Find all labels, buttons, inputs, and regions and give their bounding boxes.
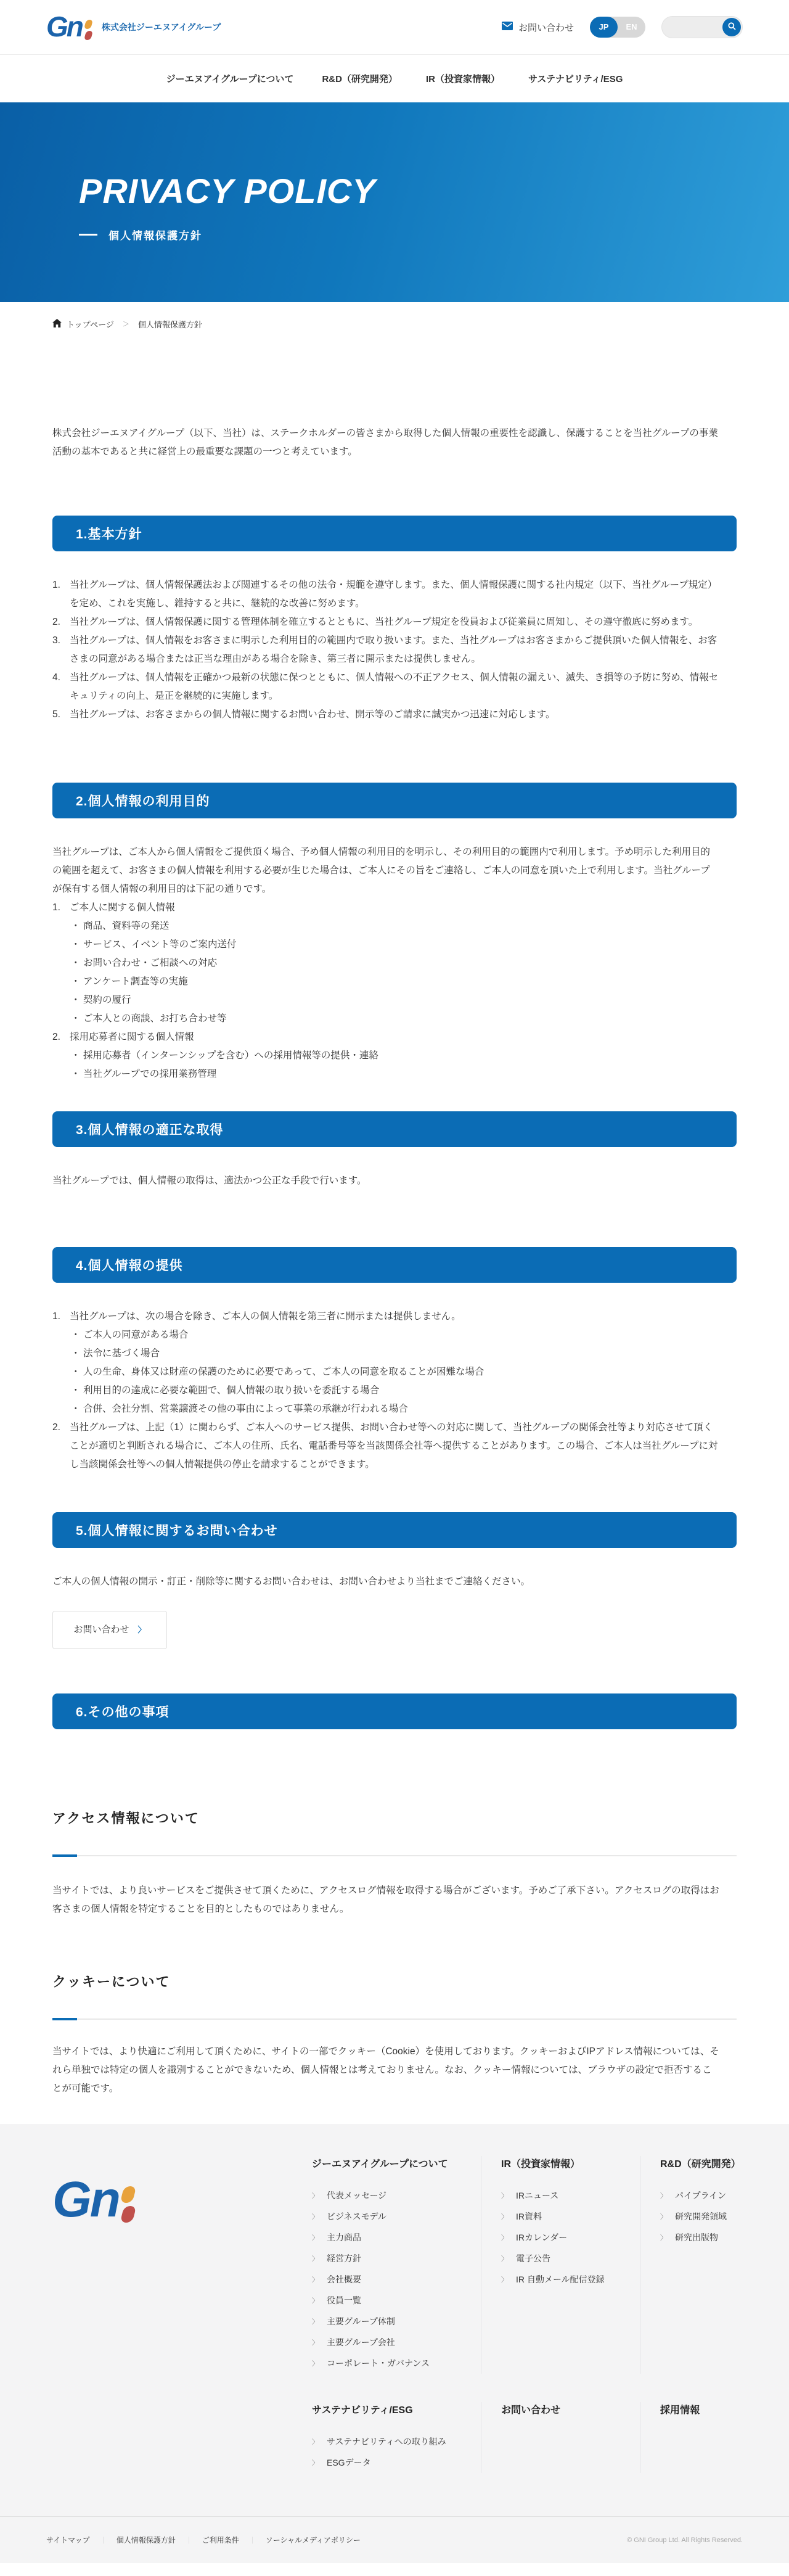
chevron-right-icon: 〉 — [312, 2339, 319, 2347]
breadcrumb-current: 個人情報保護方針 — [137, 319, 202, 329]
section-3-text: 当社グループでは、個人情報の取得は、適法かつ公正な手段で行います。 — [52, 1175, 367, 1186]
footer-main — [52, 2124, 741, 2516]
bullet-marker: ・ — [71, 1404, 81, 1414]
breadcrumb-home-label: トップページ — [67, 319, 114, 329]
list-item — [52, 669, 719, 706]
bullet-item — [71, 917, 719, 936]
section-2-heading — [52, 783, 737, 818]
site-header — [0, 0, 789, 102]
bullet-marker: ・ — [71, 958, 81, 968]
intro-paragraph: 株式会社ジーエヌアイグループ（以下、当社）は、ステークホルダーの皆さまから取得した個人情報の重要性を認識し、保護することを当社グループの事業活動の基本であると共に経営上の最重要な課題の一つと考えています。 — [52, 428, 718, 457]
bullet-text: 利用目的の達成に必要な範囲で、個人情報の取り扱いを委託する場合 — [83, 1385, 380, 1396]
bullet-item — [71, 1400, 719, 1418]
language-toggle[interactable] — [590, 17, 645, 38]
access-info-heading: アクセス情報について — [52, 1811, 200, 1826]
list-item — [52, 576, 719, 613]
section-underline — [52, 1854, 737, 1857]
bullet-text: アンケート調査等の実施 — [83, 976, 188, 987]
section-6-heading — [52, 1693, 737, 1729]
section-3-heading — [52, 1111, 737, 1147]
header-contact-label: お問い合わせ — [518, 22, 574, 33]
brand-logo-link[interactable] — [46, 10, 221, 43]
list-marker: 1. — [52, 580, 60, 590]
footer-link[interactable] — [660, 2185, 737, 2206]
bullet-item — [71, 991, 719, 1010]
footer-link[interactable] — [312, 2269, 481, 2290]
home-icon — [52, 319, 62, 329]
bullet-item — [71, 1363, 719, 1381]
list-text: 採用応募者に関する個人情報 — [70, 1032, 194, 1042]
main-content — [52, 424, 737, 2098]
chevron-right-icon: 〉 — [137, 1625, 146, 1634]
footer-link[interactable] — [660, 2227, 737, 2248]
footer-link-label: 主要グループ会社 — [327, 2337, 395, 2347]
footer-link-label: 役員一覧 — [327, 2295, 361, 2305]
header-contact-link[interactable] — [502, 21, 574, 34]
section-6-title: 6.その他の事項 — [76, 1705, 170, 1719]
chevron-right-icon: 〉 — [312, 2276, 319, 2284]
bullet-text: 採用応募者（インターンシップを含む）への採用情報等の提供・連絡 — [83, 1050, 378, 1061]
footer-link[interactable] — [312, 2431, 481, 2452]
footer-link-label: ESGデータ — [327, 2458, 371, 2467]
footer-link-label: 研究出版物 — [675, 2232, 718, 2242]
footer-link-label: 電子公告 — [516, 2253, 550, 2263]
chevron-right-icon: 〉 — [312, 2234, 319, 2242]
main-nav — [0, 54, 789, 102]
bullet-item — [71, 1326, 719, 1344]
list-item — [52, 613, 719, 632]
lang-jp-button[interactable]: JP — [590, 17, 618, 38]
bullet-item — [71, 954, 719, 973]
footer-link[interactable] — [312, 2353, 481, 2374]
header-utilities — [502, 16, 743, 38]
chevron-right-icon: 〉 — [501, 2234, 508, 2242]
bullet-marker: ・ — [71, 1069, 81, 1079]
nav-item-sustainability[interactable]: サステナビリティ/ESG — [528, 74, 623, 84]
nav-item-ir[interactable]: IR（投資家情報） — [425, 74, 500, 84]
footer-column-recruit — [640, 2402, 737, 2473]
list-text: 当社グループは、個人情報保護に関する管理体制を確立するとともに、当社グループ規定を役員および従業員に周知し、その遵守徹底に努めます。 — [70, 617, 698, 627]
footer-link-label: コーポレート・ガバナンス — [327, 2358, 430, 2368]
section-5-body — [52, 1573, 737, 1649]
footer-column-title: サステナビリティ/ESG — [312, 2405, 413, 2416]
list-text: 当社グループは、上記（1）に関わらず、ご本人へのサービス提供、お問い合わせ等への対応に関して、当社グループの関係会社等より対応させて頂くことが適切と判断される場合に、ご本人の住所、氏名、電話番号等を当該関係会社等へ提供することがあります。この場合、ご本人は当社グループに対し当該関係会社等への個人情報提供の停止を請求することができます。 — [70, 1422, 718, 1470]
gni-logo-letters: Gn — [46, 10, 82, 43]
bullet-marker: ・ — [71, 1367, 81, 1377]
bullet-item — [71, 1065, 719, 1084]
list-text: 当社グループは、次の場合を除き、ご本人の個人情報を第三者に開示または提供しません。 — [70, 1311, 461, 1322]
section-5-heading — [52, 1512, 737, 1548]
footer-link-label: 主要グループ体制 — [327, 2316, 395, 2326]
bullet-item — [71, 1047, 719, 1065]
search-button[interactable] — [722, 18, 741, 36]
footer-link[interactable] — [312, 2452, 481, 2473]
list-text: 当社グループは、個人情報を正確かつ最新の状態に保つとともに、個人情報への不正アクセス、個人情報の漏えい、滅失、き損等の予防に努め、情報セキュリティの向上、是正を継続的に実施します。 — [70, 672, 719, 701]
chevron-right-icon: 〉 — [312, 2438, 319, 2446]
list-text: 当社グループは、個人情報保護法および関連するその他の法令・規範を遵守します。また、個人情報保護に関する社内規定（以下、当社グループ規定）を定め、これを実施し、維持すると共に、継続的な改善に努めます。 — [70, 580, 717, 609]
footer-column-ir — [481, 2156, 640, 2374]
footer-link-label: IRカレンダー — [516, 2232, 568, 2242]
search-icon — [728, 22, 736, 32]
section-4-title: 4.個人情報の提供 — [76, 1259, 183, 1273]
list-text: 当社グループは、個人情報をお客さまに明示した利用目的の範囲内で取り扱います。また、当社グループはお客さまからご提供頂いた個人情報を、お客さまの同意がある場合または正当な理由がある場合を除き、第三者に開示または提供しません。 — [70, 635, 717, 664]
divider: ｜ — [248, 2537, 256, 2545]
list-marker: 2. — [52, 617, 60, 627]
footer-link[interactable] — [501, 2269, 640, 2290]
section-1-body — [52, 576, 737, 724]
list-item — [52, 899, 719, 917]
list-marker: 4. — [52, 672, 60, 683]
contact-button[interactable] — [52, 1611, 167, 1649]
breadcrumb-home-link[interactable] — [52, 318, 114, 330]
chevron-right-icon: 〉 — [660, 2213, 667, 2221]
divider: ｜ — [185, 2537, 192, 2545]
bullet-item — [71, 1344, 719, 1363]
nav-item-about[interactable]: ジーエヌアイグループについて — [166, 74, 294, 84]
mail-icon — [502, 22, 513, 33]
bullet-text: ご本人との商談、お打ち合わせ等 — [83, 1013, 227, 1024]
footer-link[interactable] — [312, 2185, 481, 2206]
footer-logo-link[interactable] — [52, 2171, 134, 2228]
section-2-title: 2.個人情報の利用目的 — [76, 794, 210, 809]
chevron-right-icon: 〉 — [501, 2192, 508, 2200]
page-title: PRIVACY POLICY — [79, 171, 376, 210]
bottom-link-terms[interactable]: ご利用条件 — [202, 2536, 239, 2545]
footer-link-label: 経営方針 — [327, 2253, 361, 2263]
chevron-right-icon: 〉 — [660, 2234, 667, 2242]
gni-logo — [46, 10, 92, 43]
bullet-text: 合併、会社分割、営業譲渡その他の事由によって事業の承継が行われる場合 — [83, 1404, 409, 1414]
header-top — [0, 0, 789, 54]
bullet-text: 人の生命、身体又は財産の保護のために必要であって、ご本人の同意を取ることが困難な場合 — [83, 1367, 484, 1377]
bullet-marker: ・ — [71, 1330, 81, 1340]
list-item — [52, 1418, 719, 1474]
bullet-text: 当社グループでの採用業務管理 — [83, 1069, 217, 1079]
footer-link[interactable] — [312, 2206, 481, 2227]
gni-logo-colon-icon — [85, 20, 92, 40]
footer-column-title: お問い合わせ — [501, 2405, 561, 2416]
list-text: 当社グループは、お客さまからの個人情報に関するお問い合わせ、開示等のご請求に誠実かつ迅速に対応します。 — [70, 709, 555, 720]
page-subtitle: 個人情報保護方針 — [108, 230, 202, 242]
footer-link-label: IR資料 — [516, 2212, 542, 2221]
section-3-title: 3.個人情報の適正な取得 — [76, 1123, 224, 1137]
footer-link[interactable] — [501, 2206, 640, 2227]
footer-link-label: IRニュース — [516, 2191, 559, 2200]
list-item — [52, 706, 719, 724]
chevron-right-icon: 〉 — [501, 2255, 508, 2263]
bullet-marker: ・ — [71, 995, 81, 1005]
footer-link[interactable] — [660, 2206, 737, 2227]
hero-banner — [0, 102, 789, 302]
chevron-right-icon: 〉 — [660, 2192, 667, 2200]
list-marker: 2. — [52, 1032, 60, 1042]
section-2-intro: 当社グループは、ご本人から個人情報をご提供頂く場合、予め個人情報の利用目的を明示し、その利用目的の範囲内で利用します。予め明示した利用目的の範囲を超えて、お客さまの個人情報を利用する必要が生じた場合は、ご本人にその旨をご連絡し、ご本人の同意を頂いた上で利用します。当社グループが保有する個人情報の利用目的は下記の通りです。 — [52, 847, 711, 894]
contact-button-label: お問い合わせ — [73, 1624, 129, 1635]
breadcrumb-separator: ＞ — [122, 321, 129, 328]
footer-link-label: パイプライン — [675, 2191, 727, 2200]
footer-link[interactable] — [501, 2185, 640, 2206]
bullet-text: サービス、イベント等のご案内送付 — [83, 939, 237, 950]
bullet-text: お問い合わせ・ご相談への対応 — [83, 958, 218, 968]
section-3-body — [52, 1172, 737, 1190]
chevron-right-icon: 〉 — [312, 2255, 319, 2263]
bullet-marker: ・ — [71, 1013, 81, 1024]
section-4-heading — [52, 1247, 737, 1283]
bullet-text: 商品、資料等の発送 — [83, 921, 170, 931]
footer-link-label: 代表メッセージ — [327, 2191, 387, 2200]
section-2-body — [52, 843, 737, 1084]
footer-link[interactable] — [312, 2311, 481, 2332]
page-subtitle-row — [79, 227, 789, 242]
cookie-text: 当サイトでは、より快適にご利用して頂くために、サイトの一部でクッキー（Cookie）を使用しております。クッキーおよびIPアドレス情報については、それら単独では特定の個人を識別することができないため、個人情報とは考えておりません。なお、クッキー情報については、ブラウザの設定で拒否することが可能です。 — [52, 2046, 719, 2094]
footer-bottom-links — [46, 2535, 361, 2545]
cookie-heading: クッキーについて — [52, 1974, 171, 1990]
footer-bottom-bar — [0, 2516, 789, 2563]
footer-link[interactable] — [501, 2248, 640, 2269]
section-underline — [52, 2018, 737, 2020]
section-5-title: 5.個人情報に関するお問い合わせ — [76, 1524, 278, 1538]
list-item — [52, 632, 719, 669]
bullet-item — [71, 1010, 719, 1028]
footer-link-label: 研究開発領域 — [675, 2212, 727, 2221]
section-4-body — [52, 1307, 737, 1474]
access-info-text: 当サイトでは、より良いサービスをご提供させて頂くために、アクセスログ情報を取得する場合がございます。予めご了承下さい。アクセスログの取得はお客さまの個人情報を特定することを目的としたものではありません。 — [52, 1885, 719, 1914]
bullet-marker: ・ — [71, 939, 81, 950]
bullet-text: ご本人の同意がある場合 — [83, 1330, 189, 1340]
footer-link-label: ビジネスモデル — [327, 2212, 386, 2221]
footer-column-contact — [481, 2402, 640, 2473]
bottom-link-privacy[interactable]: 個人情報保護方針 — [116, 2536, 176, 2545]
chevron-right-icon: 〉 — [312, 2192, 319, 2200]
search-box — [661, 16, 743, 38]
search-input[interactable] — [671, 17, 724, 38]
list-text: ご本人に関する個人情報 — [70, 902, 175, 913]
section-1-title: 1.基本方針 — [76, 527, 142, 541]
list-marker: 1. — [52, 1311, 60, 1322]
footer-column-title: IR（投資家情報） — [501, 2159, 581, 2170]
nav-item-rd[interactable]: R&D（研究開発） — [322, 74, 398, 84]
divider: ｜ — [99, 2537, 107, 2545]
gni-logo-letters: Gn — [52, 2171, 119, 2228]
chevron-right-icon: 〉 — [501, 2213, 508, 2221]
chevron-right-icon: 〉 — [501, 2276, 508, 2284]
hero-dash — [79, 234, 97, 236]
bullet-item — [71, 973, 719, 991]
footer-column-sustainability — [312, 2402, 481, 2473]
bottom-link-social-media-policy[interactable]: ソーシャルメディアポリシー — [265, 2536, 361, 2545]
chevron-right-icon: 〉 — [312, 2360, 319, 2368]
footer-column-about — [312, 2156, 481, 2374]
footer-column-title: 採用情報 — [660, 2405, 700, 2416]
footer-link[interactable] — [312, 2227, 481, 2248]
site-footer — [0, 2124, 789, 2563]
footer-columns-row-1 — [312, 2156, 741, 2374]
list-item — [52, 1028, 719, 1047]
footer-columns-row-2 — [312, 2402, 737, 2473]
bullet-item — [71, 1381, 719, 1400]
footer-link-label: 会社概要 — [327, 2274, 361, 2284]
footer-link[interactable] — [312, 2248, 481, 2269]
footer-column-title: R&D（研究開発） — [660, 2159, 741, 2170]
list-marker: 2. — [52, 1422, 60, 1433]
bottom-link-sitemap[interactable]: サイトマップ — [46, 2536, 90, 2545]
list-marker: 3. — [52, 635, 60, 646]
chevron-right-icon: 〉 — [312, 2459, 319, 2467]
footer-link-label: 主力商品 — [327, 2232, 361, 2242]
footer-column-title: ジーエヌアイグループについて — [312, 2159, 448, 2170]
chevron-right-icon: 〉 — [312, 2297, 319, 2305]
footer-link[interactable] — [312, 2332, 481, 2353]
list-marker: 1. — [52, 902, 60, 913]
bullet-item — [71, 936, 719, 954]
footer-link[interactable] — [312, 2290, 481, 2311]
list-item — [52, 1307, 719, 1326]
bullet-marker: ・ — [71, 976, 81, 987]
bullet-text: 契約の履行 — [83, 995, 131, 1005]
lang-en-button[interactable]: EN — [626, 22, 637, 31]
copyright: © GNI Group Ltd. All Rights Reserved. — [627, 2536, 743, 2544]
footer-link-label: サステナビリティへの取り組み — [327, 2437, 446, 2446]
section-1-heading — [52, 516, 737, 551]
chevron-right-icon: 〉 — [312, 2213, 319, 2221]
bullet-marker: ・ — [71, 1050, 81, 1061]
gni-logo-colon-icon — [122, 2186, 134, 2223]
breadcrumb — [52, 302, 737, 345]
gni-logo — [52, 2171, 134, 2228]
bullet-marker: ・ — [71, 1348, 81, 1359]
section-5-text: ご本人の個人情報の開示・訂正・削除等に関するお問い合わせは、お問い合わせより当社までご連絡ください。 — [52, 1576, 531, 1587]
bullet-text: 法令に基づく場合 — [83, 1348, 160, 1359]
bullet-marker: ・ — [71, 921, 81, 931]
footer-link-label: IR 自動メール配信登録 — [516, 2274, 605, 2284]
list-marker: 5. — [52, 709, 60, 720]
footer-link[interactable] — [501, 2227, 640, 2248]
chevron-right-icon: 〉 — [312, 2318, 319, 2326]
company-name: 株式会社ジーエヌアイグループ — [101, 22, 221, 32]
bullet-marker: ・ — [71, 1385, 81, 1396]
footer-column-rd — [640, 2156, 741, 2374]
